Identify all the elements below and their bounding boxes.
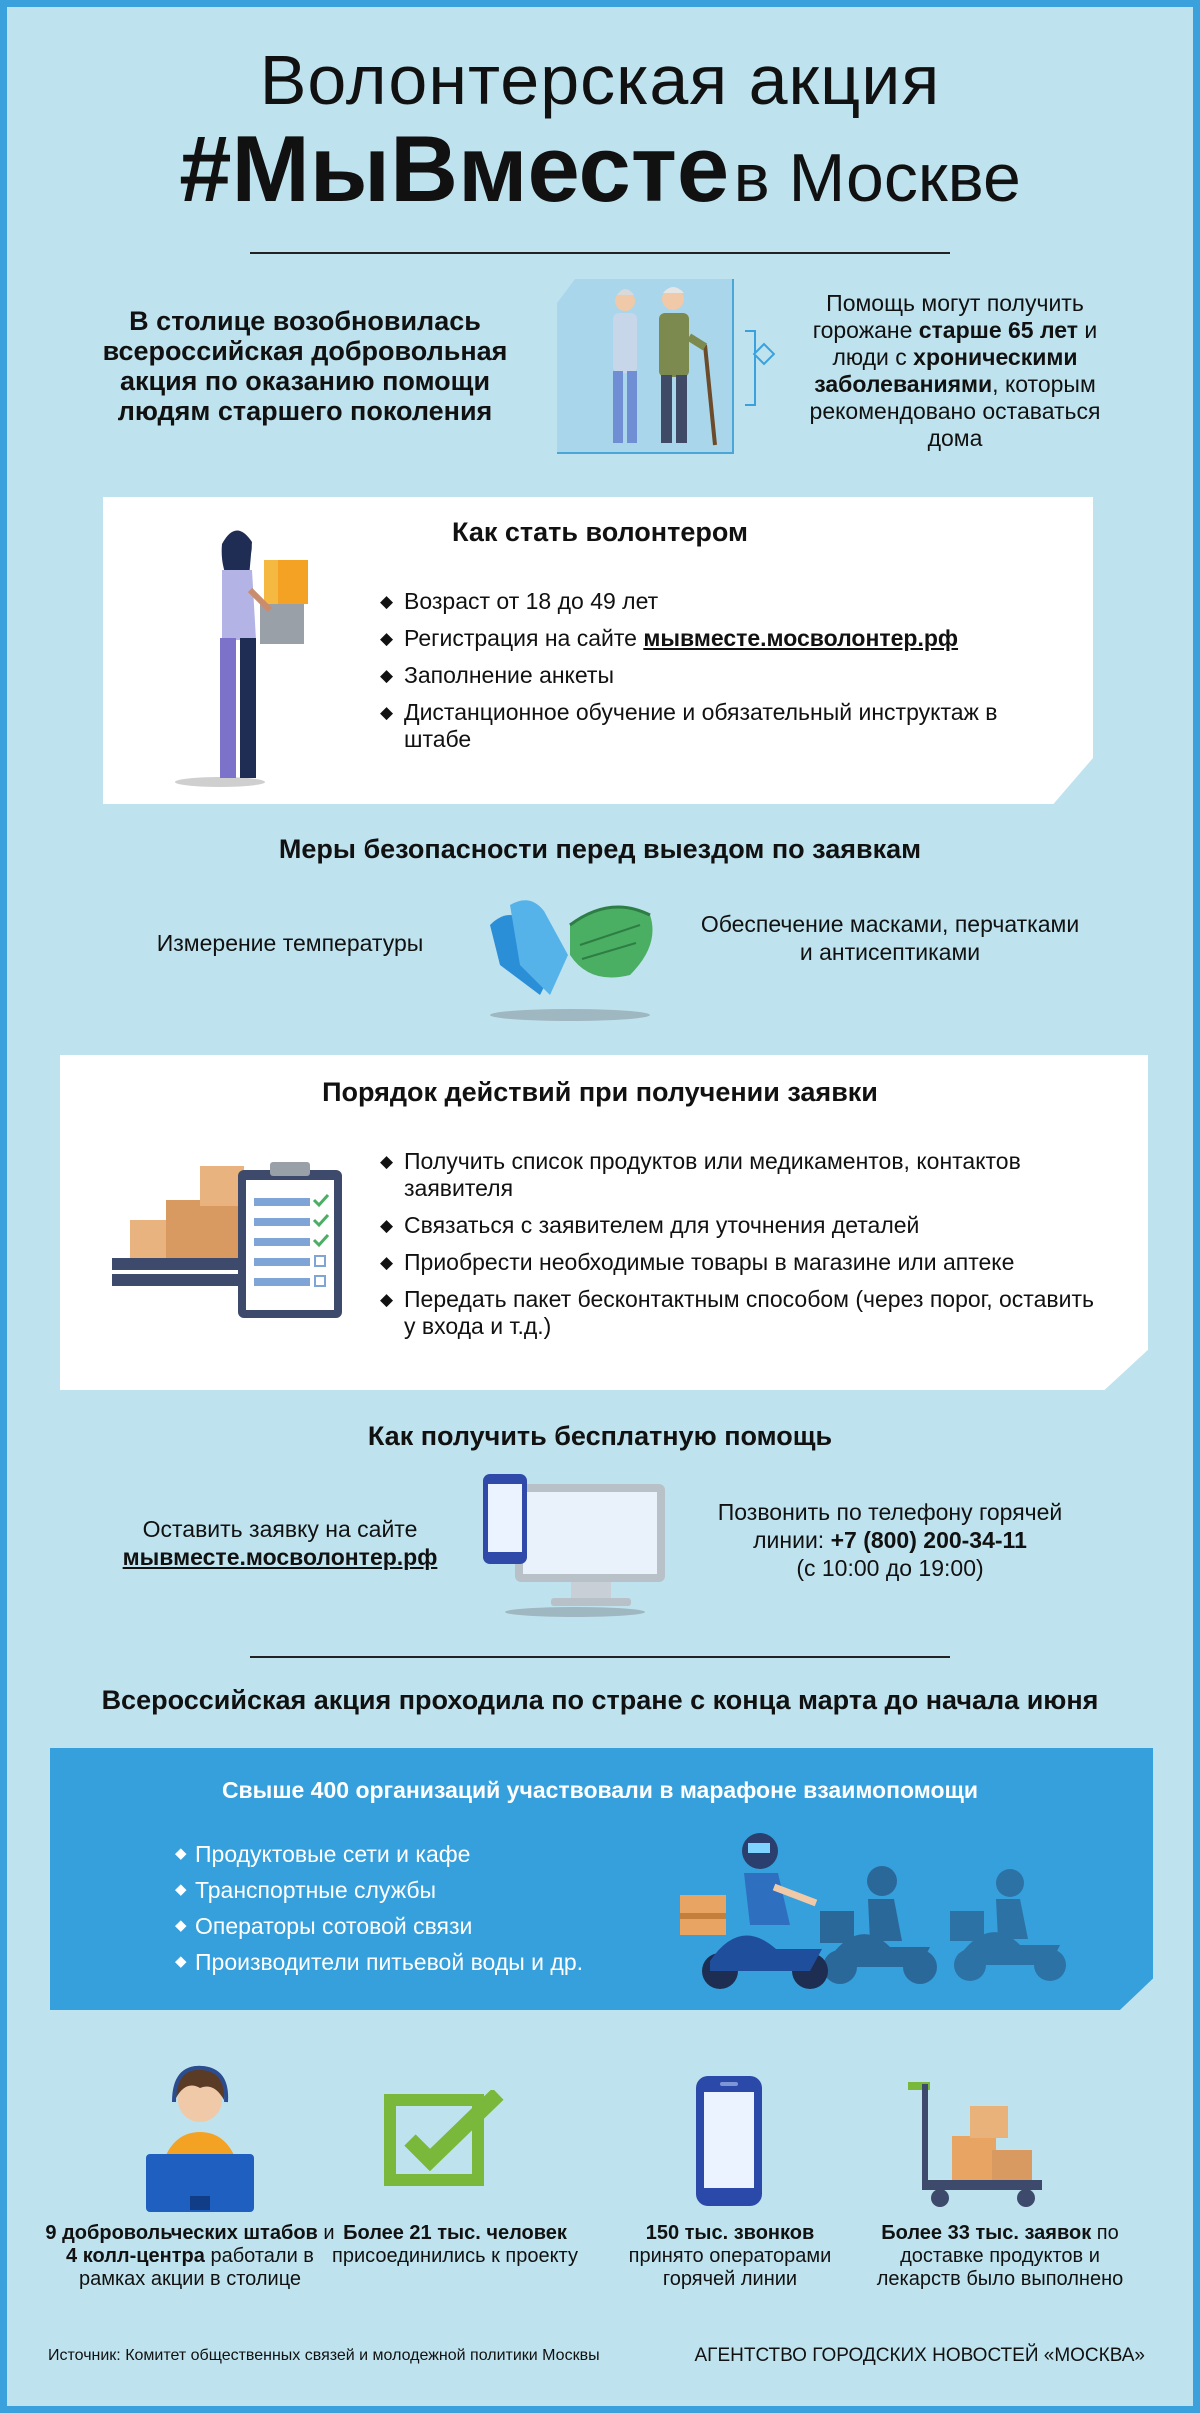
source-note: Источник: Комитет общественных связей и молодежной политики Москвы bbox=[48, 2347, 600, 2364]
participant-1: ◆ Продуктовые сети и кафе bbox=[175, 1836, 695, 1872]
eligibility-text-2: и люди с bbox=[832, 317, 1098, 370]
stat-callcenters-count: 4 колл-центра bbox=[66, 2245, 205, 2267]
participant-2: ◆ Транспортные службы bbox=[175, 1872, 695, 1908]
stat-calls bbox=[610, 2222, 850, 2291]
gloves-and-mask-icon bbox=[470, 885, 670, 1025]
volunteer-site-link[interactable]: мывместе.мосволонтер.рф bbox=[643, 625, 959, 651]
stat-volunteers-count: Более 21 тыс. человек bbox=[343, 2222, 567, 2244]
procedure-steps bbox=[380, 1148, 1100, 1350]
delivery-scooters-icon bbox=[670, 1815, 1090, 1995]
stat-headquarters-count: 9 добровольческих штабов bbox=[45, 2222, 318, 2244]
smartphone-icon bbox=[690, 2072, 770, 2212]
title-line-2 bbox=[0, 115, 1200, 223]
agency-credit: АГЕНТСТВО ГОРОДСКИХ НОВОСТЕЙ «МОСКВА» bbox=[694, 2345, 1145, 2366]
stat-calls-count: 150 тыс. звонков bbox=[645, 2222, 815, 2244]
procedure-step-2: ◆ Связаться с заявителем для уточнения деталей bbox=[380, 1212, 1100, 1239]
eligibility-age: старше 65 лет bbox=[918, 317, 1079, 343]
checkmark-icon bbox=[380, 2090, 510, 2200]
volunteer-steps bbox=[380, 588, 1030, 763]
procedure-step-1: ◆ Получить список продуктов или медикаментов, контактов заявителя bbox=[380, 1148, 1100, 1202]
help-hotline-phone[interactable]: +7 (800) 200-34-11 bbox=[830, 1527, 1027, 1553]
volunteer-with-box-icon bbox=[160, 520, 330, 790]
volunteer-step-1: ◆ Возраст от 18 до 49 лет bbox=[380, 588, 1030, 615]
volunteer-step-2-text: Регистрация на сайте bbox=[404, 625, 644, 651]
eligibility-chronic: хроническими заболеваниями bbox=[814, 344, 1078, 397]
volunteer-step-2 bbox=[380, 625, 1030, 652]
help-title: Как получить бесплатную помощь bbox=[367, 1421, 833, 1451]
procedure-step-4: ◆ Передать пакет бесконтактным способом (через порог, оставить у входа и т.д.) bbox=[380, 1286, 1100, 1340]
help-hotline-hours: (с 10:00 до 19:00) bbox=[796, 1555, 984, 1581]
delivery-cart-icon bbox=[900, 2080, 1060, 2210]
help-website bbox=[90, 1515, 470, 1571]
stat-requests-count: Более 33 тыс. заявок bbox=[881, 2222, 1092, 2244]
elderly-couple-icon bbox=[555, 275, 785, 455]
participant-4: ◆ Производители питьевой воды и др. bbox=[175, 1944, 695, 1980]
safety-supplies: Обеспечение масками, перчатками и антисептиками bbox=[700, 911, 1080, 965]
stat-headquarters-text: работали в рамках акции в столице bbox=[78, 2245, 314, 2290]
eligibility-text-1: Помощь могут получить горожане bbox=[812, 290, 1084, 343]
stat-volunteers-text: присоединились к проекту bbox=[332, 2245, 578, 2267]
participant-3: ◆ Операторы сотовой связи bbox=[175, 1908, 695, 1944]
computer-and-phone-icon bbox=[475, 1470, 675, 1620]
marathon-participants bbox=[175, 1836, 695, 1980]
title-line-1: Волонтерская акция bbox=[259, 41, 941, 119]
help-hotline-text: Позвонить по телефону горячей линии: bbox=[717, 1499, 1063, 1553]
eligibility-text-3: , которым рекомендовано оставаться дома bbox=[809, 371, 1101, 451]
procedure-title: Порядок действий при получении заявки bbox=[322, 1077, 878, 1107]
stat-requests-text: по доставке продуктов и лекарств было выполнено bbox=[876, 2222, 1124, 2290]
marathon-title: Свыше 400 организаций участвовали в марафоне взаимопомощи bbox=[221, 1777, 979, 1803]
stat-volunteers bbox=[330, 2222, 580, 2268]
stat-headquarters bbox=[45, 2222, 335, 2291]
intro-eligibility bbox=[795, 290, 1115, 452]
national-text: Всероссийская акция проходила по стране bbox=[101, 1685, 691, 1715]
stat-calls-text: принято операторами горячей линии bbox=[628, 2245, 832, 2290]
safety-title: Меры безопасности перед выездом по заявкам bbox=[278, 834, 922, 864]
divider-middle bbox=[250, 1656, 950, 1658]
national-dates: с конца марта до начала июня bbox=[690, 1685, 1099, 1715]
divider-top bbox=[250, 252, 950, 254]
stat-requests bbox=[870, 2222, 1130, 2291]
help-website-link[interactable]: мывместе.мосволонтер.рф bbox=[122, 1544, 438, 1570]
boxes-and-checklist-icon bbox=[110, 1150, 350, 1320]
procedure-step-3: ◆ Приобрести необходимые товары в магазине или аптеке bbox=[380, 1249, 1100, 1276]
national-period bbox=[40, 1685, 1160, 1716]
call-center-operator-icon bbox=[130, 2062, 270, 2212]
volunteer-step-3: ◆ Заполнение анкеты bbox=[380, 662, 1030, 689]
city: в Москве bbox=[733, 140, 1021, 216]
hashtag: #МыВместе bbox=[179, 116, 730, 221]
help-hotline bbox=[680, 1498, 1100, 1582]
volunteer-title: Как стать волонтером bbox=[452, 517, 748, 547]
intro-text: В столице возобновилась всероссийская добровольная акция по оказанию помощи людям старшего поколения bbox=[102, 306, 508, 426]
help-website-text: Оставить заявку на сайте bbox=[142, 1516, 418, 1542]
safety-temperature: Измерение температуры bbox=[156, 930, 424, 956]
volunteer-step-4: ◆ Дистанционное обучение и обязательный инструктаж в штабе bbox=[380, 699, 1030, 753]
stat-headquarters-and: и bbox=[317, 2222, 335, 2244]
